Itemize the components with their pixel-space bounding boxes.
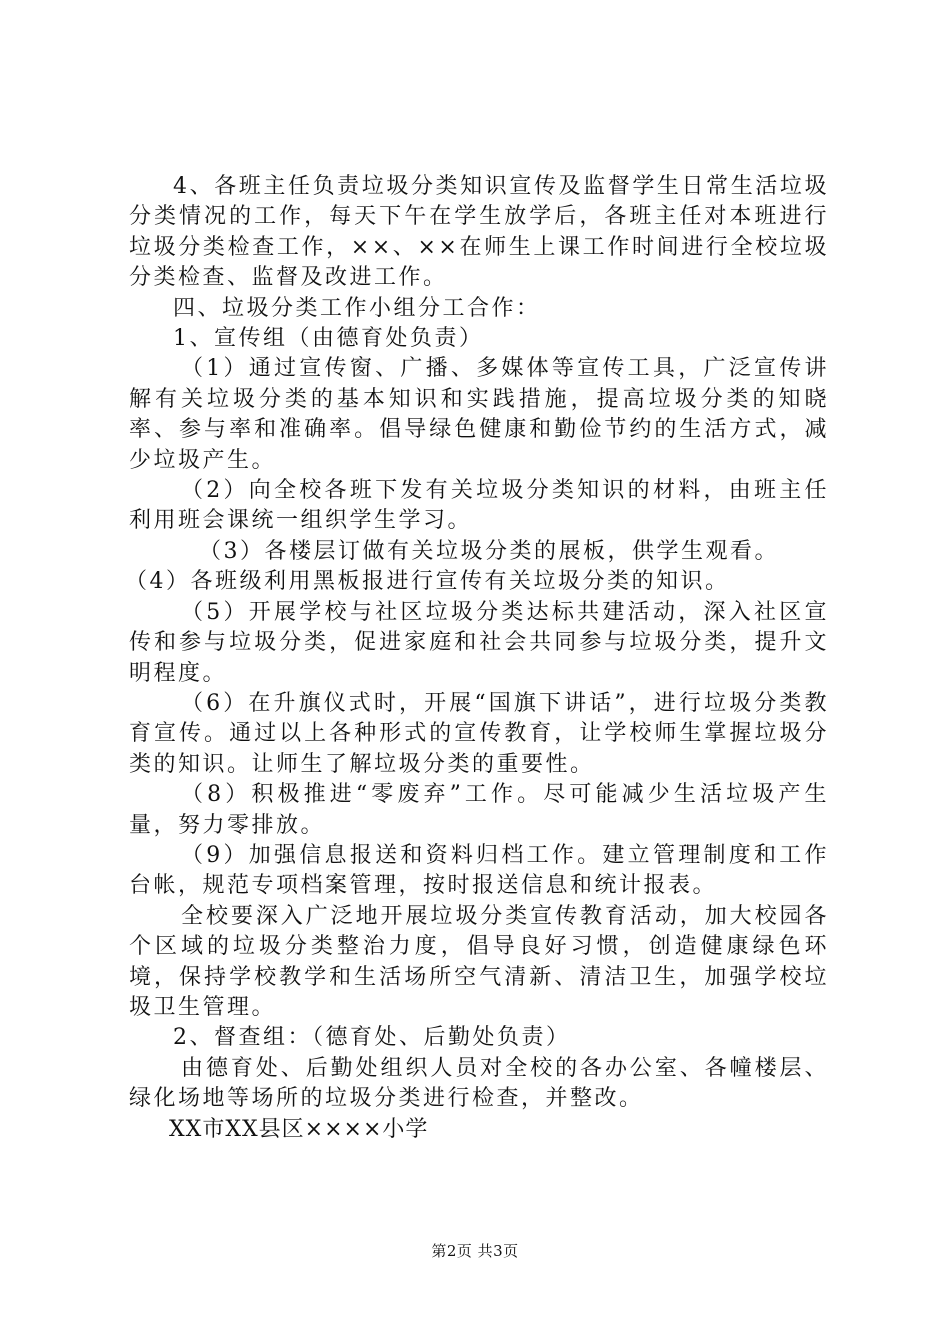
paragraph-item-8: （8）积极推进“零废弃”工作。尽可能减少生活垃圾产生量，努力零排放。 bbox=[129, 782, 829, 838]
paragraph-item-5: （5）开展学校与社区垃圾分类达标共建活动，深入社区宣传和参与垃圾分类，促进家庭和社会共同参与垃圾分类，提升文明程度。 bbox=[129, 599, 829, 686]
paragraph-item-9: （9）加强信息报送和资料归档工作。建立管理制度和工作台帐，规范专项档案管理，按时报送信息和统计报表。 bbox=[129, 842, 829, 899]
heading-publicity-group: 1、宣传组（由德育处负责） bbox=[173, 326, 484, 352]
paragraph-item-3: （3）各楼层订做有关垃圾分类的展板，供学生观看。 bbox=[199, 538, 779, 564]
page-number-footer: 第2页 共3页 bbox=[431, 1242, 519, 1260]
paragraph-item-4: （4）各班级利用黑板报进行宣传有关垃圾分类的知识。 bbox=[125, 569, 730, 595]
paragraph-summary: 全校要深入广泛地开展垃圾分类宣传教育活动，加大校园各个区域的垃圾分类整治力度，倡导良好习惯，创造健康绿色环境，保持学校教学和生活场所空气清新、清洁卫生，加强学校垃圾卫生管理。 bbox=[129, 903, 829, 1020]
document-body bbox=[125, 172, 829, 1145]
paragraph-class-teacher-duties: 4、各班主任负责垃圾分类知识宣传及监督学生日常生活垃圾分类情况的工作，每天下午在学生放学后，各班主任对本班进行垃圾分类检查工作，××、××在师生上课工作时间进行全校垃圾分类检查、监督及改进工作。 bbox=[129, 174, 829, 291]
paragraph-item-6: （6）在升旗仪式时，开展“国旗下讲话”，进行垃圾分类教育宣传。通过以上各种形式的宣传教育，让学校师生掌握垃圾分类的知识。让师生了解垃圾分类的重要性。 bbox=[129, 690, 829, 777]
heading-group-division: 四、垃圾分类工作小组分工合作： bbox=[173, 295, 541, 321]
paragraph-inspection: 由德育处、后勤处组织人员对全校的各办公室、各幢楼层、绿化场地等场所的垃圾分类进行检查，并整改。 bbox=[129, 1055, 829, 1112]
paragraph-item-1: （1）通过宣传窗、广播、多媒体等宣传工具，广泛宣传讲解有关垃圾分类的基本知识和实践措施，提高垃圾分类的知晓率、参与率和准确率。倡导绿色健康和勤俭节约的生活方式，减少垃圾产生。 bbox=[129, 356, 829, 473]
paragraph-item-2: （2）向全校各班下发有关垃圾分类知识的材料，由班主任利用班会课统一组织学生学习。 bbox=[129, 478, 829, 534]
heading-inspection-group: 2、督查组：（德育处、后勤处负责） bbox=[173, 1025, 571, 1051]
signature-school-name: XX市XX县区××××小学 bbox=[169, 1116, 429, 1142]
